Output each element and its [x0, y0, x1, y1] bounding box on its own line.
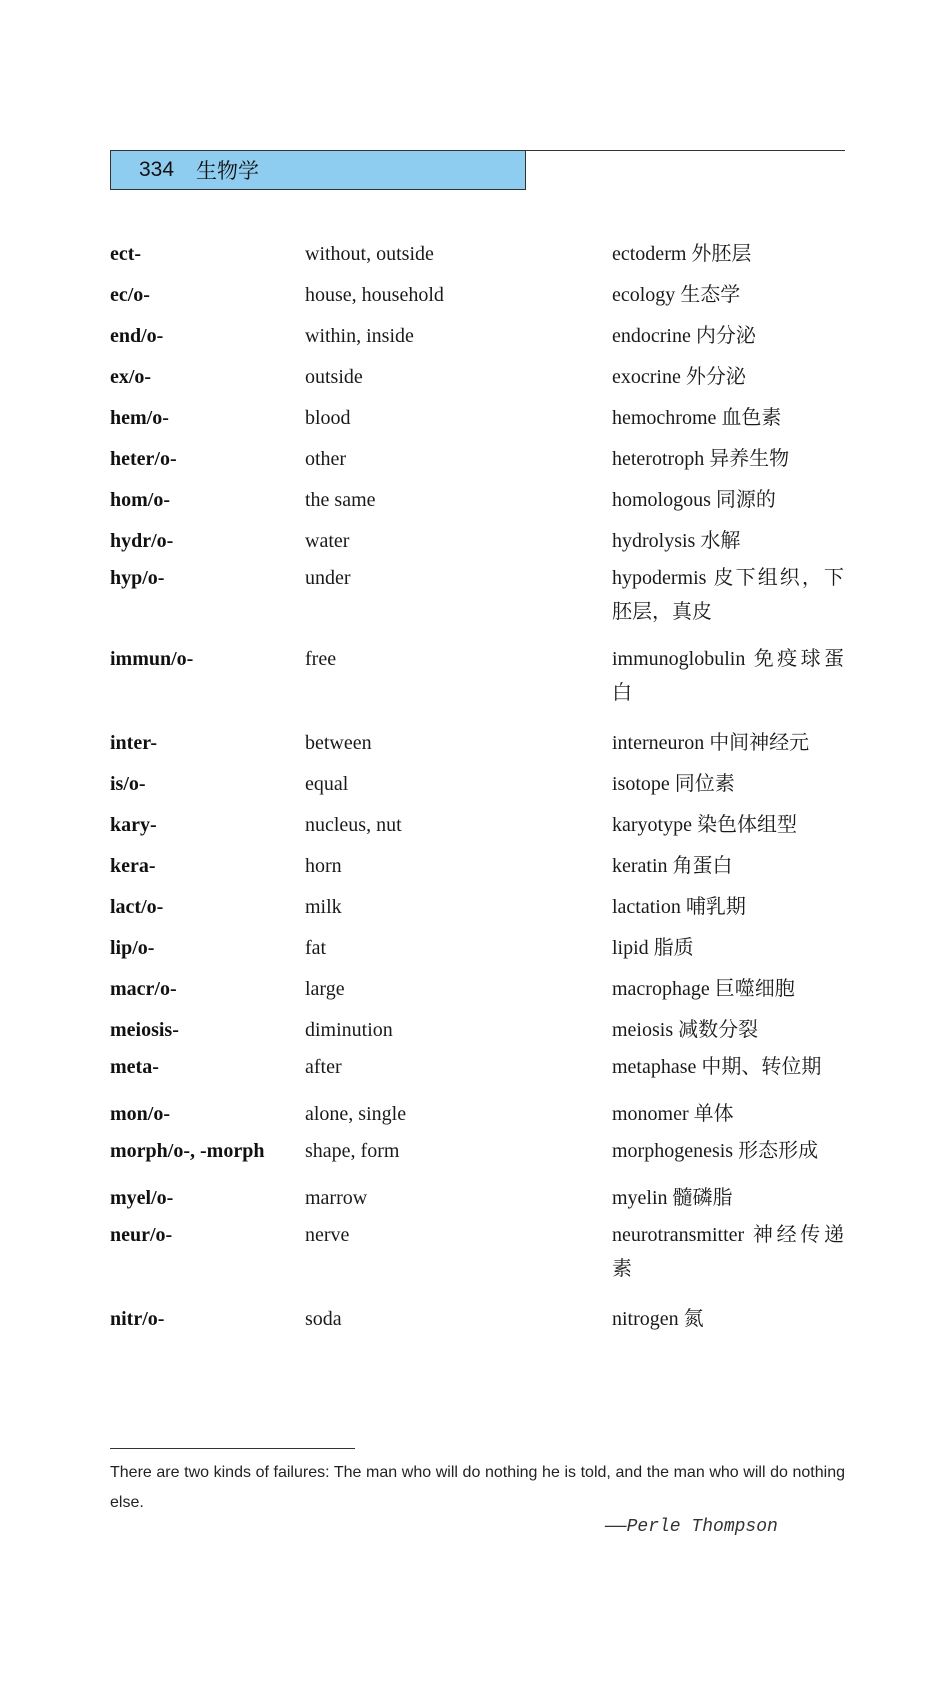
- table-row: [110, 849, 850, 883]
- meaning-cell: within, inside: [305, 325, 414, 347]
- example-cell: ectoderm 外胚层: [612, 243, 752, 265]
- example-cell: meiosis 减数分裂: [612, 1019, 759, 1041]
- prefix-cell: ec/o-: [110, 284, 150, 306]
- prefix-cell: meiosis-: [110, 1019, 179, 1041]
- example-cell: hydrolysis 水解: [612, 530, 741, 552]
- meaning-cell: other: [305, 448, 347, 470]
- table-row: [110, 972, 850, 1006]
- footnote-quote: There are two kinds of failures: The man who will do nothing he is told, and the man who will do nothing else.: [110, 1464, 845, 1511]
- meaning-cell: water: [305, 530, 350, 552]
- example-cell: keratin 角蛋白: [612, 855, 733, 877]
- table-row: [110, 642, 850, 710]
- meaning-cell: nerve: [305, 1224, 350, 1246]
- prefix-cell: kera-: [110, 855, 156, 877]
- meaning-cell: large: [305, 978, 345, 1000]
- table-row: [110, 808, 850, 842]
- prefix-cell: kary-: [110, 814, 157, 836]
- page-number: 334: [139, 158, 175, 181]
- table-row: [110, 1134, 850, 1168]
- prefix-cell: end/o-: [110, 325, 164, 347]
- meaning-cell: free: [305, 648, 337, 670]
- example-cell: myelin 髓磷脂: [612, 1187, 733, 1209]
- table-row: [110, 237, 850, 271]
- example-cell: heterotroph 异养生物: [612, 448, 790, 470]
- prefix-cell: hem/o-: [110, 407, 169, 429]
- example-cell: monomer 单体: [612, 1103, 734, 1125]
- prefix-cell: lip/o-: [110, 937, 155, 959]
- example-cell: hypodermis 皮下组织，下胚层，真皮: [612, 567, 844, 623]
- meaning-cell: outside: [305, 366, 363, 388]
- example-cell: endocrine 内分泌: [612, 325, 756, 347]
- meaning-cell: diminution: [305, 1019, 393, 1041]
- prefix-cell: myel/o-: [110, 1187, 174, 1209]
- meaning-cell: fat: [305, 937, 327, 959]
- prefix-cell: hyp/o-: [110, 567, 165, 589]
- prefix-cell: immun/o-: [110, 648, 194, 670]
- meaning-cell: equal: [305, 773, 349, 795]
- table-row: [110, 1013, 850, 1047]
- table-row: [110, 524, 850, 558]
- example-cell: neurotransmitter 神经传递素: [612, 1224, 844, 1280]
- prefix-cell: lact/o-: [110, 896, 164, 918]
- meaning-cell: milk: [305, 896, 342, 918]
- example-cell: ecology 生态学: [612, 284, 741, 306]
- meaning-cell: marrow: [305, 1187, 368, 1209]
- example-cell: macrophage 巨噬细胞: [612, 978, 795, 1000]
- table-row: [110, 1050, 850, 1084]
- meaning-cell: nucleus, nut: [305, 814, 402, 836]
- meaning-cell: horn: [305, 855, 342, 877]
- table-row: [110, 1181, 850, 1215]
- meaning-cell: house, household: [305, 284, 444, 306]
- header-box: [110, 150, 526, 190]
- prefix-cell: ect-: [110, 243, 142, 265]
- meaning-cell: without, outside: [305, 243, 434, 265]
- table-row: [110, 483, 850, 517]
- prefix-cell: neur/o-: [110, 1224, 173, 1246]
- meaning-cell: soda: [305, 1308, 342, 1330]
- table-row: [110, 561, 850, 629]
- footnote-rule: [110, 1448, 355, 1449]
- prefix-cell: is/o-: [110, 773, 146, 795]
- example-cell: lactation 哺乳期: [612, 896, 746, 918]
- table-row: [110, 767, 850, 801]
- table-row: [110, 890, 850, 924]
- table-row: [110, 1097, 850, 1131]
- prefix-cell: ex/o-: [110, 366, 152, 388]
- example-cell: nitrogen 氮: [612, 1308, 704, 1330]
- prefix-cell: macr/o-: [110, 978, 177, 1000]
- prefix-cell: heter/o-: [110, 448, 177, 470]
- meaning-cell: alone, single: [305, 1103, 407, 1125]
- meaning-cell: after: [305, 1056, 342, 1078]
- example-cell: metaphase 中期、转位期: [612, 1056, 822, 1078]
- prefix-cell: morph/o-, -morph: [110, 1140, 265, 1162]
- prefix-cell: meta-: [110, 1056, 159, 1078]
- page-header: [110, 150, 845, 192]
- table-row: [110, 360, 850, 394]
- prefix-cell: hom/o-: [110, 489, 170, 511]
- example-cell: homologous 同源的: [612, 489, 776, 511]
- table-row: [110, 931, 850, 965]
- table-row: [110, 1302, 850, 1336]
- example-cell: isotope 同位素: [612, 773, 735, 795]
- section-title: 生物学: [196, 160, 260, 183]
- table-row: [110, 442, 850, 476]
- example-cell: karyotype 染色体组型: [612, 814, 797, 836]
- prefix-cell: inter-: [110, 732, 158, 754]
- table-row: [110, 726, 850, 760]
- example-cell: immunoglobulin 免疫球蛋白: [612, 648, 844, 704]
- table-row: [110, 278, 850, 312]
- meaning-cell: shape, form: [305, 1140, 400, 1162]
- example-cell: exocrine 外分泌: [612, 366, 746, 388]
- prefix-table: [110, 237, 850, 1336]
- table-row: [110, 1218, 850, 1286]
- example-cell: morphogenesis 形态形成: [612, 1140, 819, 1162]
- prefix-cell: nitr/o-: [110, 1308, 165, 1330]
- example-cell: lipid 脂质: [612, 937, 694, 959]
- table-row: [110, 319, 850, 353]
- prefix-cell: mon/o-: [110, 1103, 170, 1125]
- table-row: [110, 401, 850, 435]
- meaning-cell: between: [305, 732, 372, 754]
- meaning-cell: under: [305, 567, 351, 589]
- meaning-cell: blood: [305, 407, 351, 429]
- meaning-cell: the same: [305, 489, 376, 511]
- prefix-cell: hydr/o-: [110, 530, 174, 552]
- example-cell: hemochrome 血色素: [612, 407, 782, 429]
- example-cell: interneuron 中间神经元: [612, 732, 810, 754]
- quote-author: ——Perle Thompson: [605, 1517, 778, 1537]
